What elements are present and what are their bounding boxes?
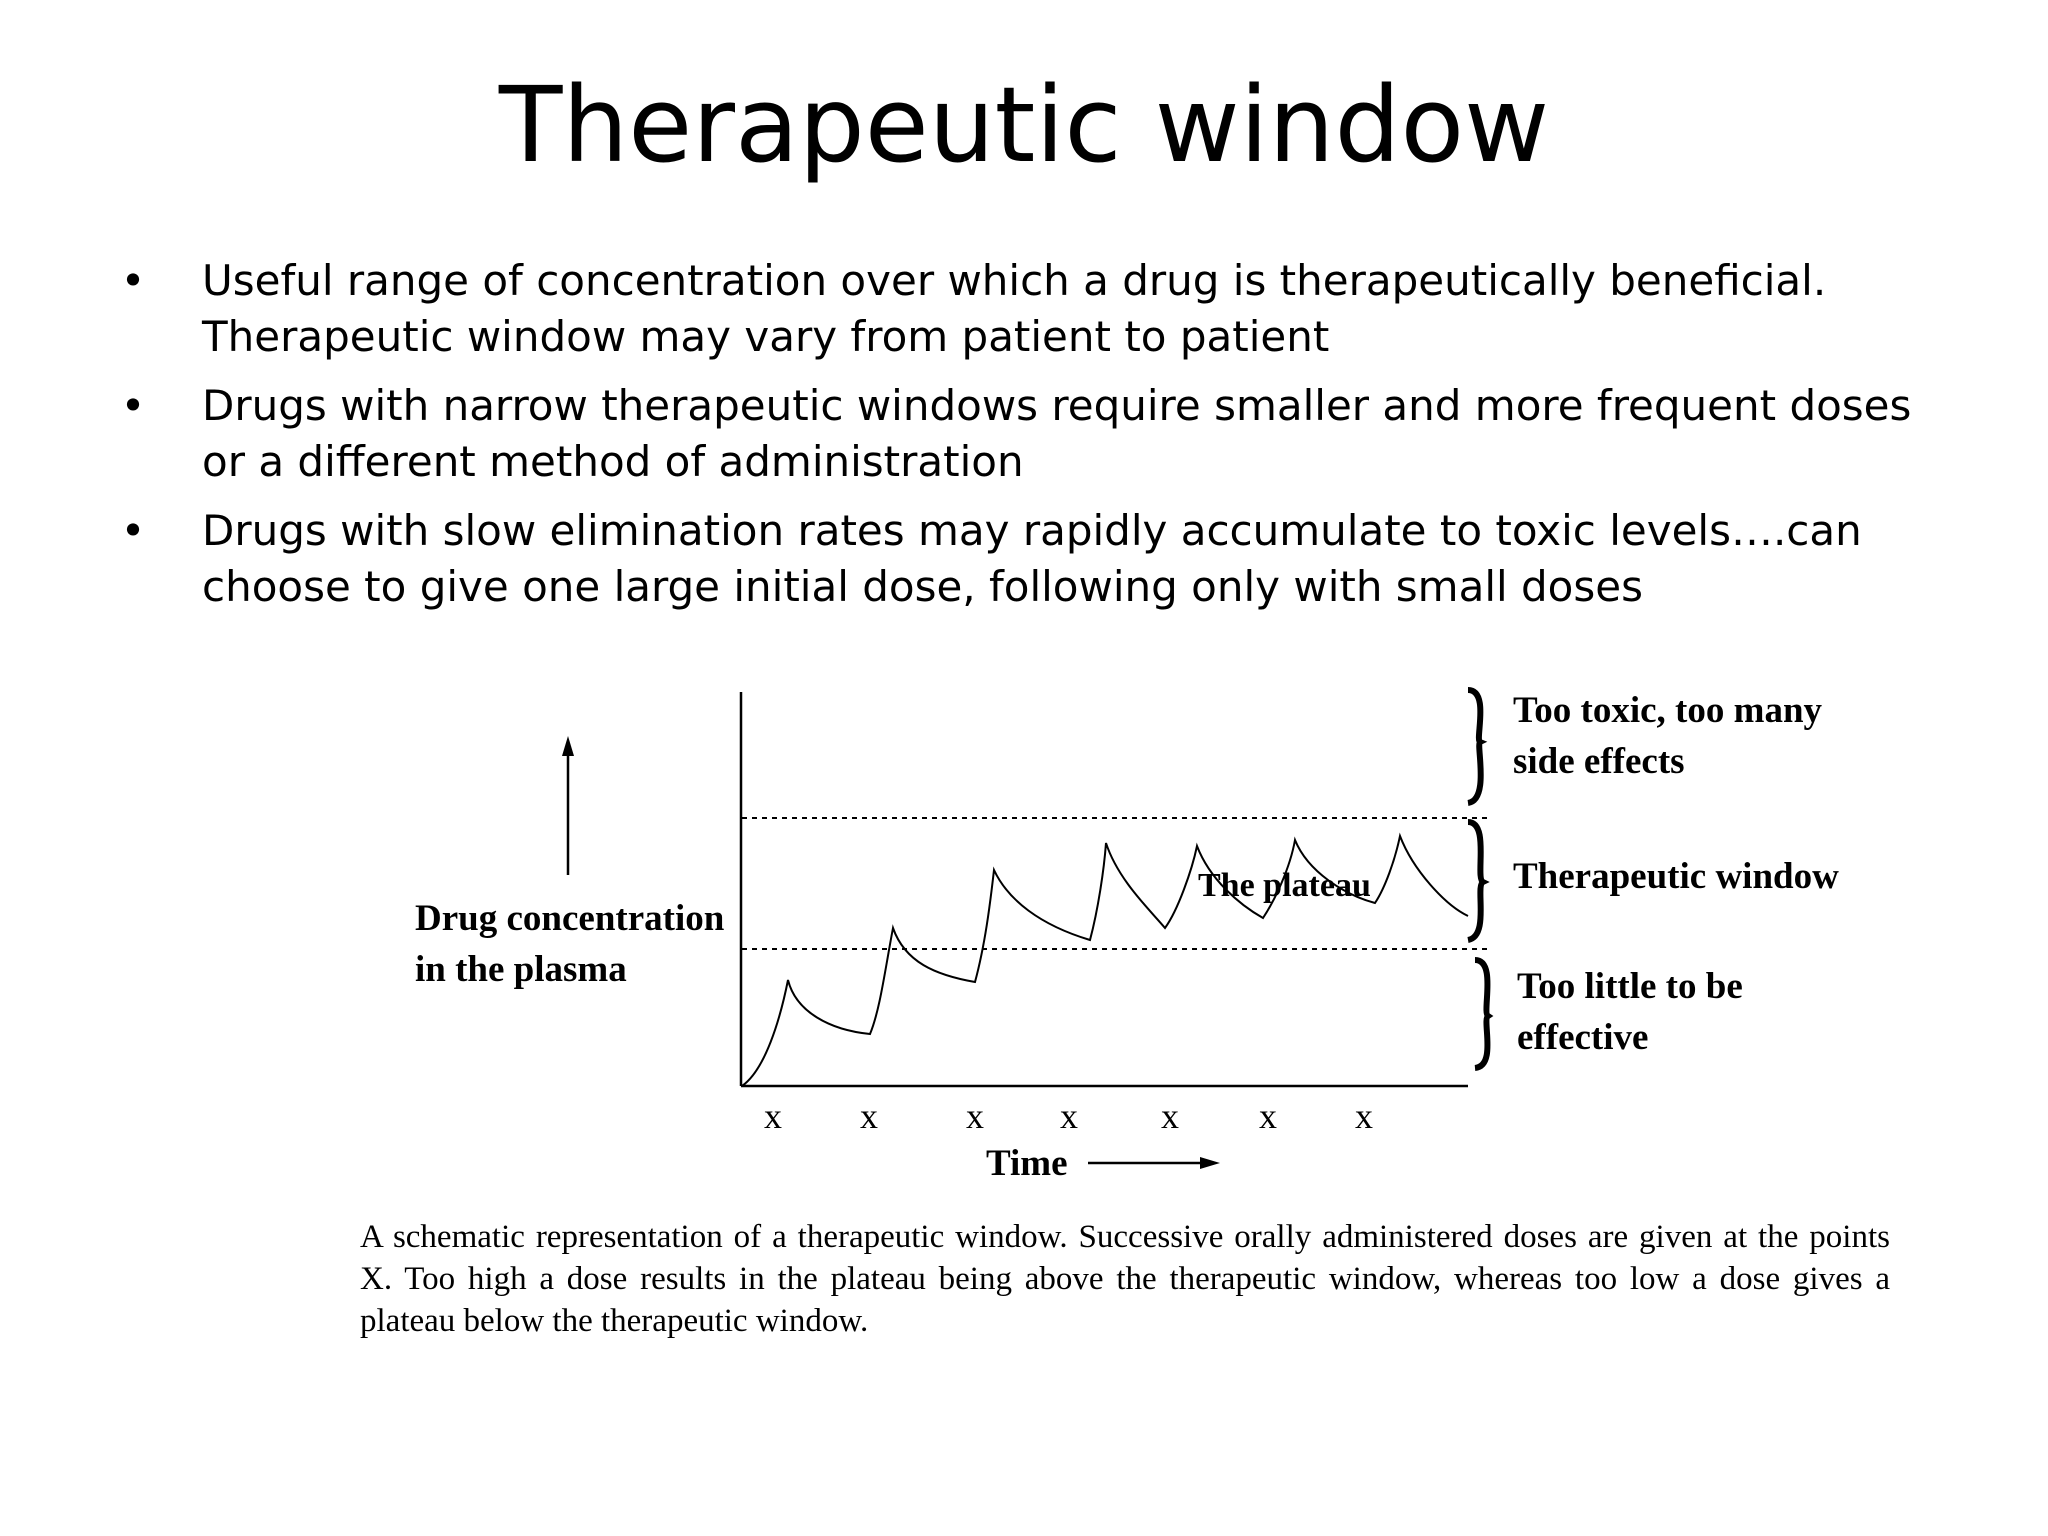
slide-title: Therapeutic window	[498, 64, 1550, 186]
dose-marker: x	[764, 1096, 782, 1136]
toxic-zone-brace	[1468, 690, 1481, 803]
figure-caption: A schematic representation of a therapeutic window. Successive orally administered doses are given at the points X. Too high a dose results in the plateau being above the therapeutic window, whereas too low a dose gives a plateau below the therapeutic window.	[360, 1219, 1890, 1339]
window-zone-brace	[1468, 822, 1483, 940]
dose-marker: x	[1259, 1096, 1277, 1136]
bullet-text: Drugs with narrow therapeutic windows require smaller and more frequent doses or a different method of administration	[202, 381, 1912, 486]
bullet-dot: •	[120, 256, 146, 305]
bullet-dot: •	[120, 381, 146, 430]
dose-marker: x	[1060, 1096, 1078, 1136]
window-zone-label: Therapeutic window	[1513, 856, 1839, 897]
dose-marker: x	[1355, 1096, 1373, 1136]
dose-marker: x	[860, 1096, 878, 1136]
toxic-zone-label-line2: side effects	[1513, 741, 1685, 782]
concentration-arrow-head	[562, 736, 574, 756]
low-zone-label-line1: Too little to be	[1517, 966, 1743, 1007]
plateau-label: The plateau	[1198, 867, 1371, 904]
x-axis-label: Time	[986, 1143, 1068, 1184]
dose-marker: x	[966, 1096, 984, 1136]
toxic-zone-label-line1: Too toxic, too many	[1513, 690, 1823, 731]
bullet-text: Drugs with slow elimination rates may rapidly accumulate to toxic levels….can choose to give one large initial dose, following only with small doses	[202, 506, 1862, 611]
dose-marker: x	[1161, 1096, 1179, 1136]
bullet-text: Useful range of concentration over which a drug is therapeutically beneficial. Therapeutic window may vary from patient to patient	[202, 256, 1827, 361]
y-axis-label-line1: Drug concentration	[415, 898, 725, 939]
time-arrow-head	[1200, 1157, 1220, 1169]
low-zone-label-line2: effective	[1517, 1017, 1649, 1058]
low-zone-brace	[1475, 960, 1488, 1068]
bullet-dot: •	[120, 506, 146, 555]
y-axis-label-line2: in the plasma	[415, 949, 627, 990]
